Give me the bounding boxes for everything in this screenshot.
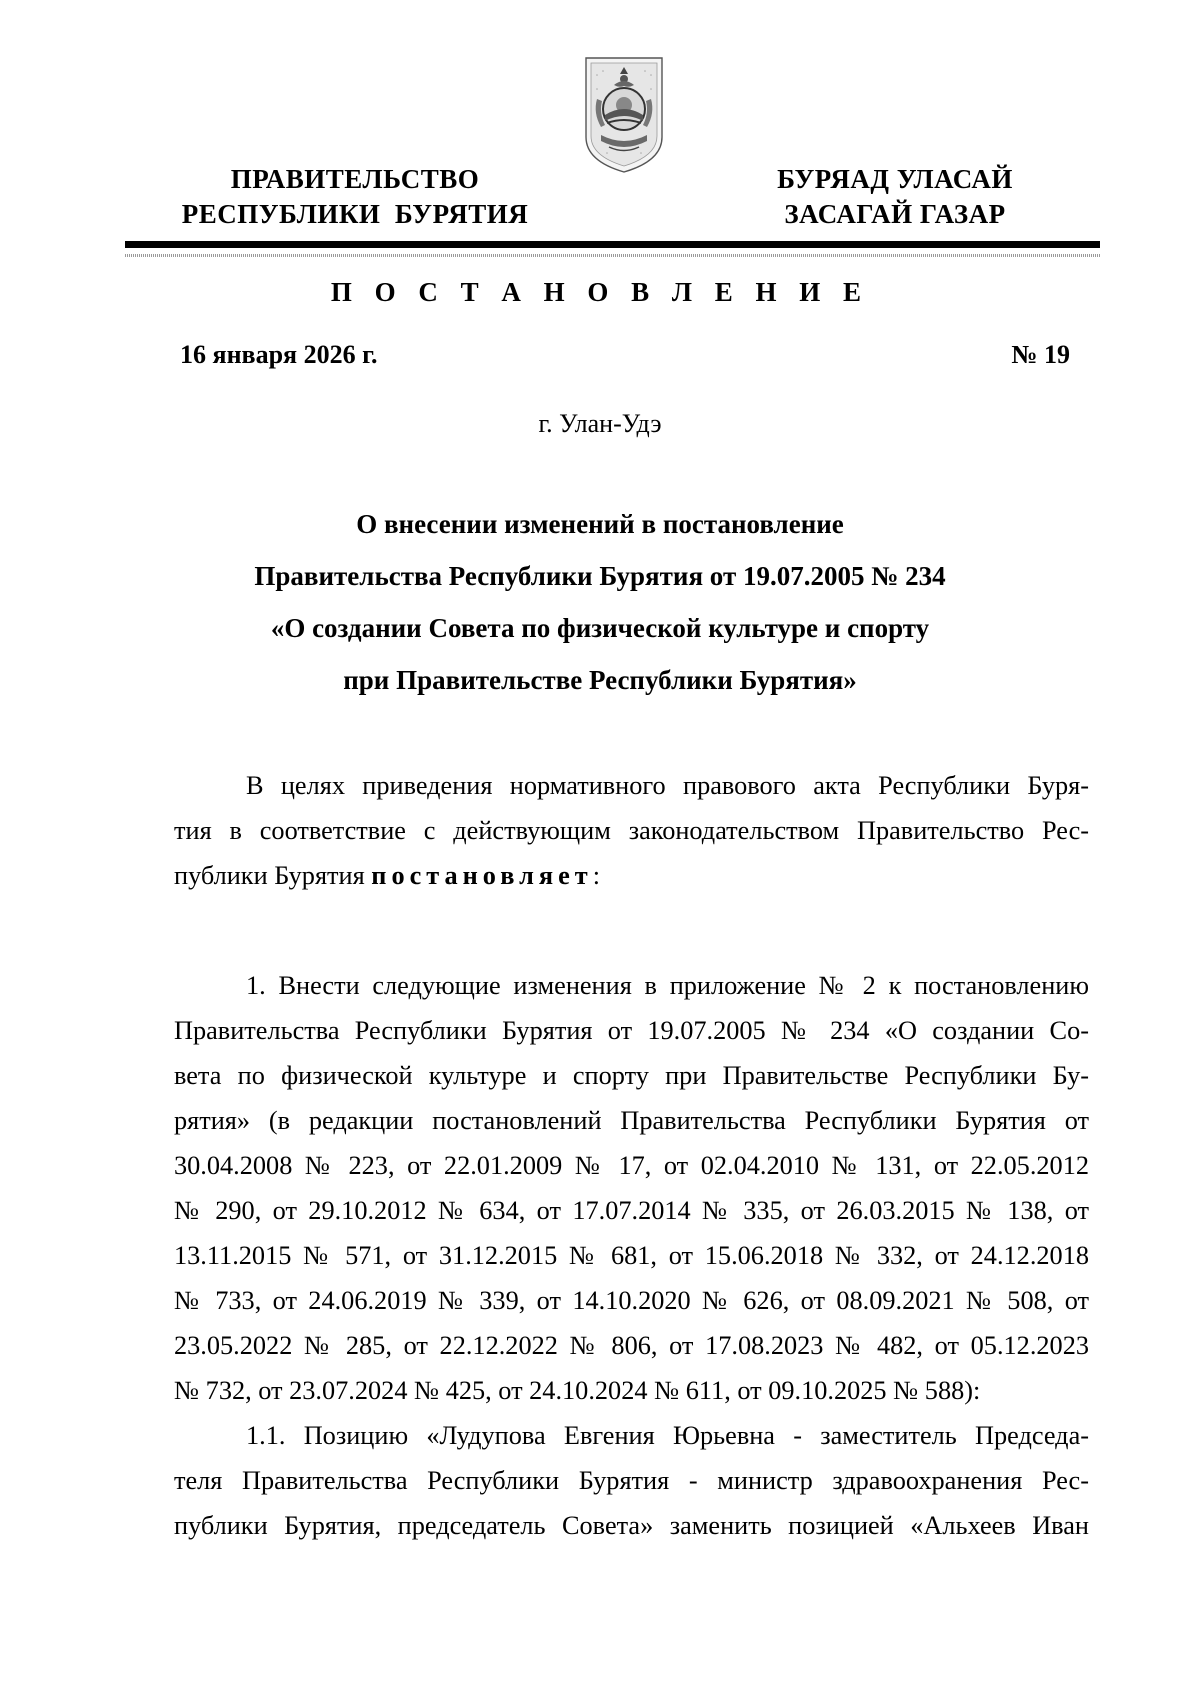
organization-name-russian [165, 162, 545, 232]
org-left-line2: РЕСПУБЛИКИ БУРЯТИЯ [181, 199, 529, 229]
item-1-line: № 732, от 23.07.2024 № 425, от 24.10.2024 № 611, от 09.10.2025 № 588): [174, 1376, 981, 1405]
preamble-line3-suffix: : [592, 861, 601, 890]
item-1-1-line: публики Бурятия, председатель Совета» заменить позицией «Альхеев Иван [174, 1511, 1089, 1540]
decree-word: постановляет [371, 861, 593, 890]
preamble-line [174, 853, 1089, 898]
item-1-line: 13.11.2015 № 571, от 31.12.2015 № 681, от 15.06.2018 № 332, от 24.12.2018 [174, 1241, 1089, 1270]
preamble-line: тия в соответствие с действующим законодательством Правительство Рес- [174, 816, 1089, 845]
document-date: 16 января 2026 г. [180, 340, 378, 369]
org-right-line2: ЗАСАГАЙ ГАЗАР [784, 199, 1006, 229]
document-type: П О С Т А Н О В Л Е Н И Е [330, 277, 870, 307]
item-1-1-line: теля Правительства Республики Бурятия - министр здравоохранения Рес- [174, 1466, 1089, 1495]
item-1-line: № 290, от 29.10.2012 № 634, от 17.07.2014 № 335, от 26.03.2015 № 138, от [174, 1196, 1089, 1225]
item-1-line: Правительства Республики Бурятия от 19.07.2005 № 234 «О создании Со- [174, 1016, 1089, 1045]
item-1-line: 23.05.2022 № 285, от 22.12.2022 № 806, от 17.08.2023 № 482, от 05.12.2023 [174, 1331, 1089, 1360]
item-1-line: рятия» (в редакции постановлений Правительства Республики Бурятия от [174, 1106, 1089, 1135]
preamble-line: В целях приведения нормативного правового акта Республики Буря- [246, 771, 1089, 800]
item-1-1-line: 1.1. Позицию «Лудупова Евгения Юрьевна - заместитель Председа- [246, 1421, 1089, 1450]
preamble-line3-prefix: публики Бурятия [174, 861, 372, 890]
title-line: Правительства Республики Бурятия от 19.07.2005 № 234 [254, 561, 946, 591]
title-line: при Правительстве Республики Бурятия» [343, 665, 857, 695]
buryatia-coat-of-arms-icon [583, 55, 665, 175]
header-divider-thick [125, 241, 1100, 248]
org-right-line1: БУРЯАД УЛАСАЙ [777, 164, 1013, 194]
preamble-paragraph [174, 763, 1089, 898]
document-title [0, 498, 1200, 706]
item-1-paragraph [174, 963, 1089, 1548]
org-left-line1: ПРАВИТЕЛЬСТВО [230, 164, 480, 194]
item-1-line: № 733, от 24.06.2019 № 339, от 14.10.2020 № 626, от 08.09.2021 № 508, от [174, 1286, 1089, 1315]
document-city: г. Улан-Удэ [538, 409, 662, 438]
item-1-line: 30.04.2008 № 223, от 22.01.2009 № 17, от 02.04.2010 № 131, от 22.05.2012 [174, 1151, 1089, 1180]
title-line: «О создании Совета по физической культуре и спорту [270, 613, 930, 643]
title-line: О внесении изменений в постановление [356, 509, 844, 539]
organization-name-buryat [745, 162, 1045, 232]
header-divider-thin [125, 254, 1100, 257]
item-1-line: вета по физической культуре и спорту при Правительстве Республики Бу- [174, 1061, 1089, 1090]
item-1-line: 1. Внести следующие изменения в приложение № 2 к постановлению [246, 971, 1089, 1000]
document-number: № 19 [1011, 340, 1070, 369]
